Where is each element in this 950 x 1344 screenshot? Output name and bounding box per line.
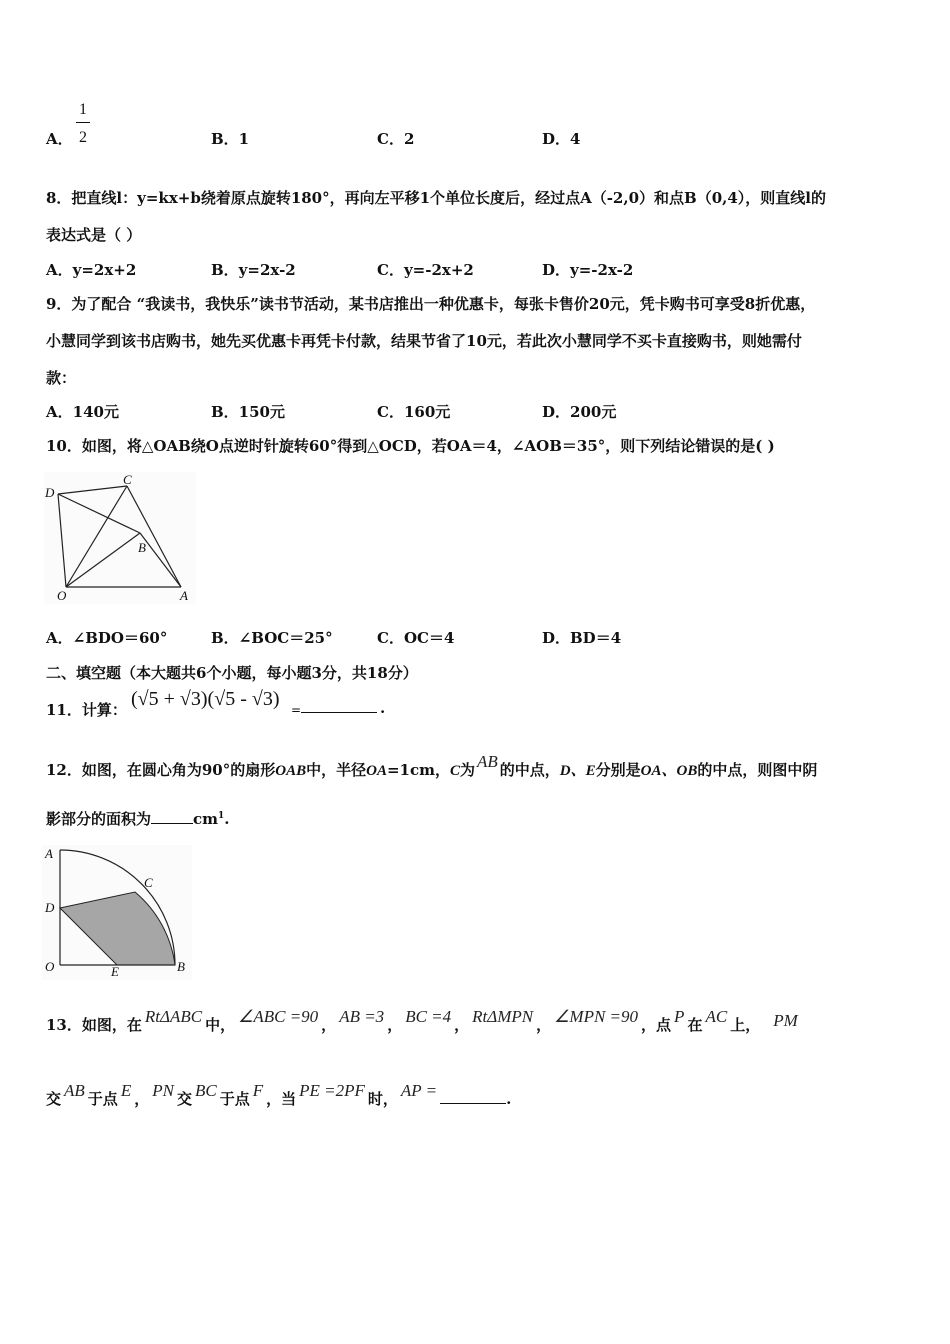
q10-option-a: A．∠BDO＝60° — [46, 629, 168, 647]
q13-text-1: 13．如图，在 — [46, 1016, 142, 1034]
q10-line1: 10．如图，将△OAB绕O点逆时针旋转60°得到△OCD，若OA＝4，∠AOB＝35°，则下列结论错误的是( ) — [46, 437, 775, 455]
q7-frac-num: 1 — [79, 101, 87, 118]
q8-option-b: B．y=2x-2 — [211, 261, 296, 279]
q10-label-o: O — [57, 588, 67, 603]
q12-line1 — [46, 752, 818, 780]
q12-de: D、E — [559, 763, 596, 779]
q8-option-d: D．y=-2x-2 — [542, 261, 634, 279]
q13-math-14: F — [252, 1081, 264, 1100]
q13-text-2: 中， — [205, 1016, 236, 1034]
q12-oa: OA — [366, 763, 387, 779]
q8-option-c: C．y=-2x+2 — [377, 261, 474, 279]
q13-text-13: 交 — [176, 1090, 192, 1108]
q13-math-6: ∠MPN =90 — [554, 1007, 639, 1026]
q9-option-d: D．200元 — [542, 403, 617, 421]
q13-math-15: PE =2PF — [299, 1081, 365, 1100]
q11-label: 11．计算： — [46, 701, 127, 719]
q13-math-3: AB =3 — [339, 1007, 385, 1026]
q7-option-b: B．1 — [211, 130, 250, 148]
q12-label-o: O — [45, 959, 55, 974]
q11-answer-blank[interactable] — [301, 712, 377, 713]
q12-line2 — [46, 808, 230, 829]
q13-math-5: RtΔMPN — [472, 1007, 534, 1026]
q13-text-10: 交 — [46, 1090, 62, 1108]
q11-expression: (√5 + √3)(√5 - √3) — [131, 688, 280, 710]
q12-text-2: 中，半径 — [306, 761, 367, 779]
q10-figure — [44, 472, 196, 604]
q13-math-16: AP = — [400, 1081, 438, 1100]
q12-label-a: A — [45, 846, 53, 861]
q13-math-2: ∠ABC =90 — [238, 1007, 319, 1026]
q12-c: C — [449, 763, 460, 779]
q8-line2: 表达式是（ ） — [46, 226, 142, 244]
q13-text-16: 时， — [367, 1090, 398, 1108]
q9-option-b: B．150元 — [211, 403, 285, 421]
q13-math-10: AB — [64, 1081, 85, 1100]
q8-option-a: A．y=2x+2 — [46, 261, 137, 279]
q9-line2: 小慧同学到该书店购书，她先买优惠卡再凭卡付款，结果节省了10元，若此次小慧同学不买卡直接购书，则她需付 — [46, 332, 802, 350]
q12-text-8: 影部分的面积为 — [46, 810, 152, 828]
q12-unit: cm — [193, 810, 219, 828]
q7-frac-bar — [76, 122, 90, 123]
q12-answer-blank[interactable] — [151, 809, 193, 824]
q10-label-a: A — [180, 588, 188, 603]
q13-text-7: ，点 — [641, 1016, 672, 1034]
q12-figure — [42, 845, 192, 980]
q12-text-5: 的中点， — [499, 761, 560, 779]
q13-end: . — [506, 1090, 512, 1108]
q9-line1: 9．为了配合 “我读书，我快乐”读书节活动，某书店推出一种优惠卡，每张卡售价20元，凭卡购书可享受8折优惠， — [46, 295, 816, 313]
q9-option-c: C．160元 — [377, 403, 451, 421]
q13-math-13: BC — [194, 1081, 217, 1100]
q13-text-11: 于点 — [87, 1090, 118, 1108]
q13-math-11: E — [120, 1081, 132, 1100]
q12-text-3: =1cm， — [386, 761, 450, 779]
q13-text-3: ， — [321, 1016, 337, 1034]
q12-unit-exponent: 1 — [218, 811, 225, 821]
q10-option-b: B．∠BOC＝25° — [211, 629, 333, 647]
q7-option-c: C．2 — [377, 130, 415, 148]
q9-line3: 款： — [46, 369, 77, 387]
q12-oa-ob: OA、OB — [640, 763, 698, 779]
q13-line2 — [46, 1081, 512, 1109]
q12-label-c: C — [144, 875, 153, 890]
q13-answer-blank[interactable] — [440, 1089, 506, 1104]
q13-text-4: ， — [387, 1016, 403, 1034]
q13-text-9: 上， — [730, 1016, 761, 1034]
q12-text-4: 为 — [459, 761, 475, 779]
q10-option-c: C．OC＝4 — [377, 629, 455, 647]
q13-math-7: P — [674, 1007, 685, 1026]
q7-option-d: D．4 — [542, 130, 581, 148]
q13-math-12: PN — [152, 1081, 174, 1100]
q12-label-e: E — [111, 964, 119, 979]
q8-line1: 8．把直线l：y=kx+b绕着原点旋转180°，再向左平移1个单位长度后，经过点A（-2,0）和点B（0,4），则直线l的 — [46, 189, 826, 207]
q13-text-14: 于点 — [219, 1090, 250, 1108]
q9-option-a: A．140元 — [46, 403, 119, 421]
q13-math-8: AC — [705, 1007, 728, 1026]
q12-oab: OAB — [275, 763, 307, 779]
q12-text-1: 12．如图，在圆心角为90°的扇形 — [46, 761, 276, 779]
q12-label-d: D — [45, 900, 55, 915]
q13-line1 — [46, 1007, 801, 1035]
q12-text-7: 的中点，则图中阴 — [697, 761, 818, 779]
q13-text-8: 在 — [687, 1016, 703, 1034]
q13-math-1: RtΔABC — [144, 1007, 203, 1026]
q11-equals: = — [291, 703, 302, 717]
q13-math-9: PM — [773, 1011, 798, 1030]
q7-option-a: A． — [46, 130, 73, 148]
q12-text-6: 分别是 — [595, 761, 641, 779]
q10-label-d: D — [45, 485, 55, 500]
q12-end: . — [224, 810, 230, 828]
q13-text-5: ， — [454, 1016, 470, 1034]
q13-math-4: BC =4 — [405, 1007, 452, 1026]
q7-frac-den: 2 — [79, 129, 87, 146]
q13-text-6: ， — [536, 1016, 552, 1034]
q12-label-b: B — [177, 959, 185, 974]
q11-end: . — [380, 699, 386, 717]
section-2-heading: 二、填空题（本大题共6个小题，每小题3分，共18分） — [46, 664, 418, 682]
q12-arc-ab: AB — [477, 752, 498, 771]
q13-text-12: ， — [134, 1090, 150, 1108]
q10-option-d: D．BD＝4 — [542, 629, 622, 647]
q13-text-15: ，当 — [266, 1090, 297, 1108]
q10-label-b: B — [138, 540, 146, 555]
q10-label-c: C — [123, 472, 132, 487]
